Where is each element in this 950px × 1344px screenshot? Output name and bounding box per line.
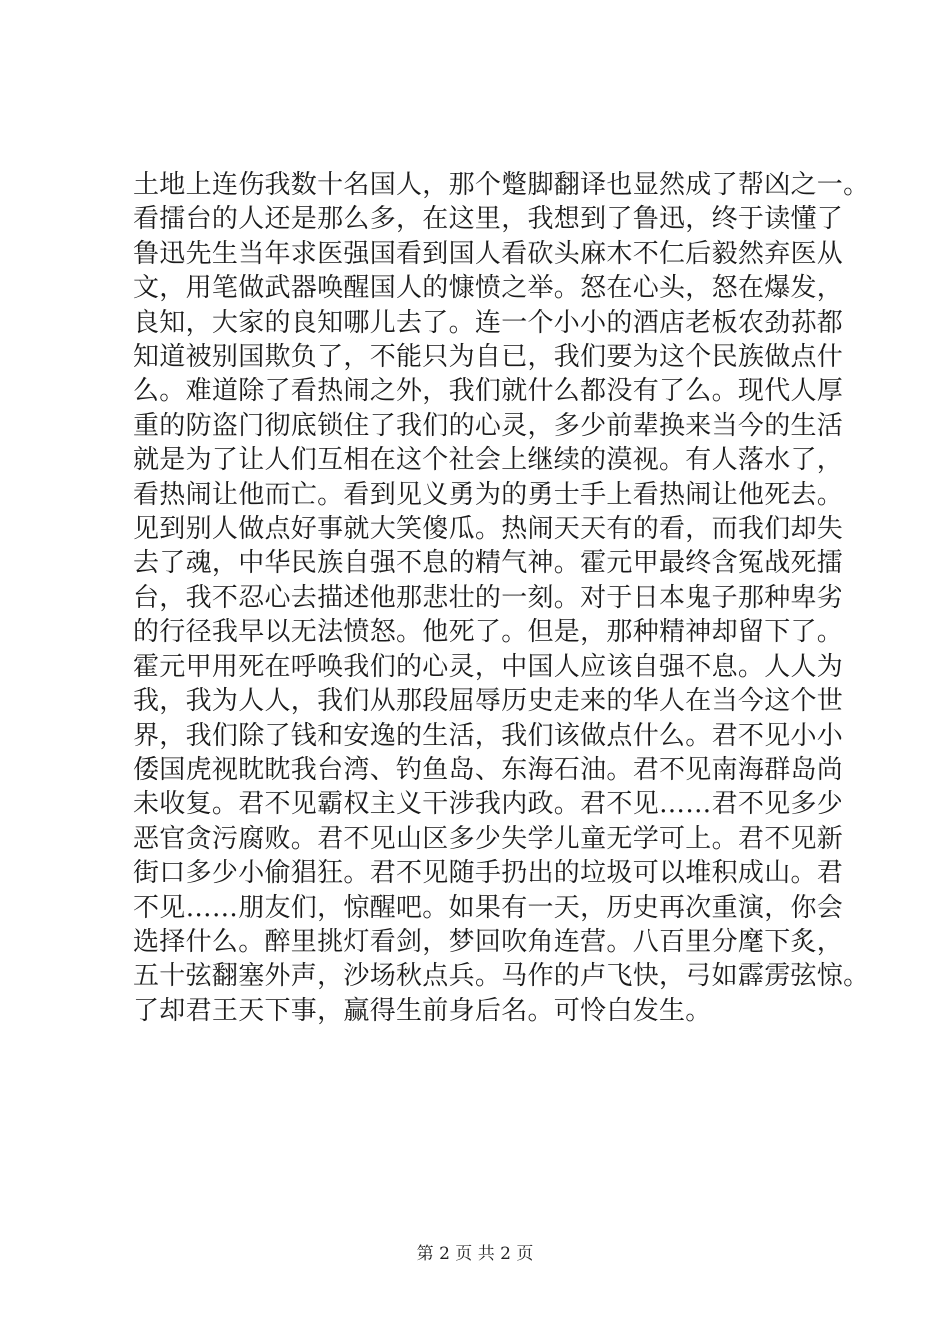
text-line: 街口多少小偷猖狂。君不见随手扔出的垃圾可以堆积成山。君	[133, 858, 844, 889]
body-paragraph	[133, 168, 870, 1028]
text-line: 界，我们除了钱和安逸的生活，我们该做点什么。君不见小小	[133, 720, 844, 751]
text-line: 霍元甲用死在呼唤我们的心灵，中国人应该自强不息。人人为	[133, 651, 844, 682]
text-line: 的行径我早以无法愤怒。他死了。但是，那种精神却留下了。	[133, 617, 844, 648]
text-line: 知道被别国欺负了，不能只为自已，我们要为这个民族做点什	[133, 342, 844, 373]
text-line: 良知，大家的良知哪儿去了。连一个小小的酒店老板农劲荪都	[133, 307, 844, 338]
page-number-footer: 第 2 页 共 2 页	[416, 1244, 534, 1264]
text-line: 倭国虎视眈眈我台湾、钓鱼岛、东海石油。君不见南海群岛尚	[133, 754, 844, 785]
text-line: 了却君王天下事，赢得生前身后名。可怜白发生。	[133, 995, 712, 1026]
text-line: 看热闹让他而亡。看到见义勇为的勇士手上看热闹让他死去。	[133, 479, 844, 510]
text-line: 我，我为人人，我们从那段屈辱历史走来的华人在当今这个世	[133, 686, 844, 717]
text-line: 就是为了让人们互相在这个社会上继续的漠视。有人落水了，	[133, 445, 844, 476]
text-line: 去了魂，中华民族自强不息的精气神。霍元甲最终含冤战死擂	[133, 548, 844, 579]
text-line: 选择什么。醉里挑灯看剑，梦回吹角连营。八百里分麾下炙，	[133, 926, 844, 957]
text-line: 不见……朋友们，惊醒吧。如果有一天，历史再次重演，你会	[133, 892, 844, 923]
text-line: 五十弦翻塞外声，沙场秋点兵。马作的卢飞快，弓如霹雳弦惊。	[133, 961, 870, 992]
text-line: 看擂台的人还是那么多，在这里，我想到了鲁迅，终于读懂了	[133, 204, 844, 235]
text-line: 土地上连伤我数十名国人，那个蹩脚翻译也显然成了帮凶之一。	[133, 170, 870, 200]
text-line: 文，用笔做武器唤醒国人的慷愤之举。怒在心头，怒在爆发，	[133, 273, 844, 304]
text-line: 未收复。君不见霸权主义干涉我内政。君不见……君不见多少	[133, 789, 844, 820]
text-line: 鲁迅先生当年求医强国看到国人看砍头麻木不仁后毅然弃医从	[133, 238, 844, 269]
text-line: 么。难道除了看热闹之外，我们就什么都没有了么。现代人厚	[133, 376, 844, 407]
text-line: 台，我不忍心去描述他那悲壮的一刻。对于日本鬼子那种卑劣	[133, 582, 844, 613]
text-line: 恶官贪污腐败。君不见山区多少失学儿童无学可上。君不见新	[133, 823, 844, 854]
text-line: 重的防盗门彻底锁住了我们的心灵，多少前辈换来当今的生活	[133, 410, 844, 441]
text-line: 见到别人做点好事就大笑傻瓜。热闹天天有的看，而我们却失	[133, 514, 844, 545]
